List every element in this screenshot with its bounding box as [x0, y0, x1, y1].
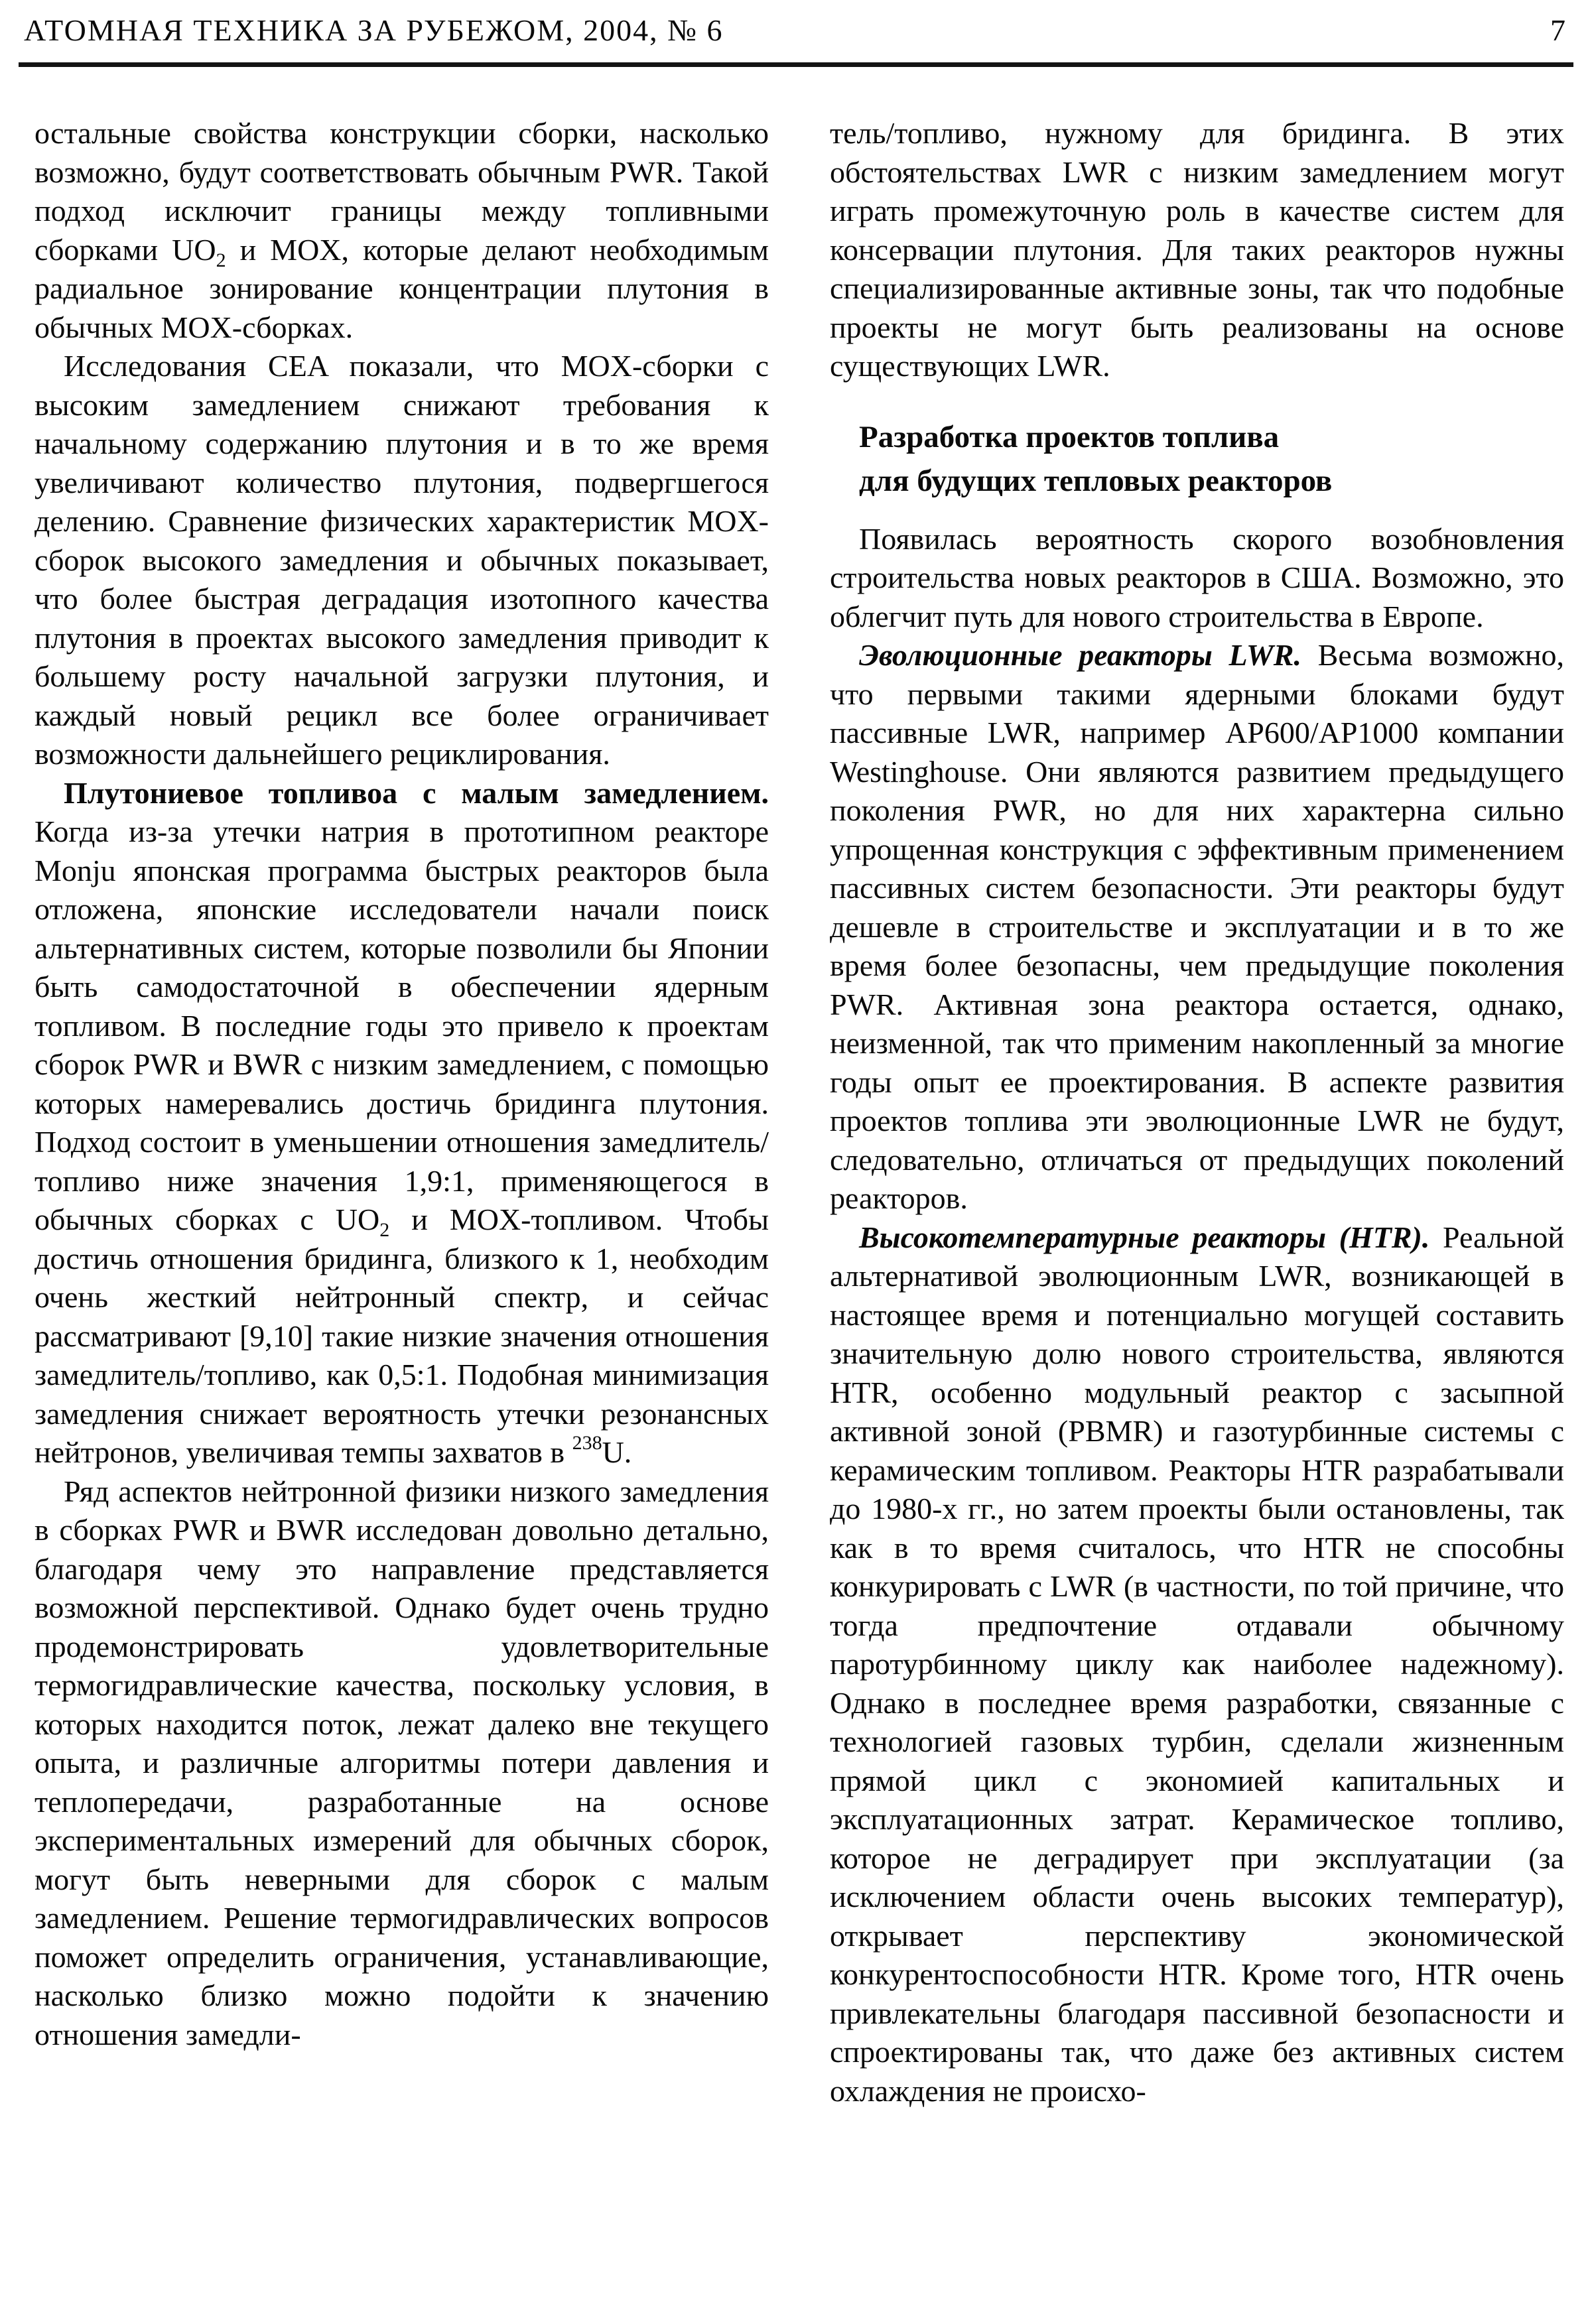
text-run: Весьма возможно, что первыми такими ядерными блоками будут пассивные LWR, например AP600/AP1000 компании Westinghouse. Они являются развитием предыдущего поколения PWR, но для них характерна сильно упрощенная конструкция с эффективным применением пассивных систем безопасности. Эти реакторы будут дешевле в строительстве и эксплуатации и в то же время более безопасны, чем предыдущие поколения PWR. Активная зона реактора остается, однако, неизменной, так что применим накопленный за многие годы опыт ее проектирования. В аспекте развития проектов топлива эти эволюционные LWR не будут, следовательно, отличаться от предыдущих поколений реакторов.: [830, 638, 1564, 1215]
header-rule: [19, 62, 1573, 67]
superscript: 238: [572, 1432, 602, 1454]
text-run: Реальной альтернативой эволюционным LWR, возникающей в настоящее время и потенциально могущей составить значительную долю нового строительства, являются HTR, особенно модульный реактор с засыпной активной зоной (PBMR) и газотурбинные системы с керамическим топливом. Реакторы HTR разрабатывали до 1980-х гг., но затем проекты были остановлены, так как в то время считалось, что HTR не способны конкурировать с LWR (в частности, по той причине, что тогда предпочтение отдавали обычному паротурбинному циклу как наиболее надежному). Однако в последнее время разработки, связанные с технологией газовых турбин, сделали жизненным прямой цикл с экономией капитальных и эксплуатационных затрат. Керамическое топливо, которое не деградирует при эксплуатации (за исключением области очень высоких температур), открывает перспективу экономической конкурентоспособности HTR. Кроме того, HTR очень привлекательны благодаря пассивной безопасности и спроектированы так, что даже без активных систем охлаждения не происхо-: [830, 1220, 1564, 2108]
paragraph: [34, 347, 769, 774]
paragraph: [830, 520, 1564, 637]
text-run: и MOX-топливом. Чтобы достичь отношения бридинга, близкого к 1, необходим очень жесткий нейтронный спектр, и сейчас рассматривают [9,10] такие низкие значения отношения замедлитель/топливо, как 0,5:1. Подобная минимизация замедления снижает вероятность утечки резонансных нейтронов, увеличивая темпы захватов в: [34, 1202, 769, 1469]
text-run: U.: [602, 1435, 632, 1469]
left-column: [34, 114, 769, 2110]
section-heading-line: Разработка проектов топлива: [859, 419, 1280, 454]
text-run: остальные свойства конструкции сборки, насколько возможно, будут соответствовать обычным PWR. Такой подход исключит границы между топливными сборками UO: [34, 116, 769, 267]
text-run: тель/топливо, нужному для бридинга. В этих обстоятельствах LWR с низким замедлением могут играть промежуточную роль в качестве систем для консервации плутония. Для таких реакторов нужны специализированные активные зоны, так что подобные проекты не могут быть реализованы на основе существующих LWR.: [830, 116, 1564, 383]
paragraph: [830, 114, 1564, 386]
paragraph: [830, 636, 1564, 1218]
paragraph: [830, 1218, 1564, 2111]
subscript: 2: [216, 249, 226, 271]
text-run: Когда из-за утечки натрия в прототипном реакторе Monju японская программа быстрых реакторов была отложена, японские исследователи начали поиск альтернативных систем, которые позволили бы Японии быть самодостаточной в обеспечении ядерным топливом. В последние годы это привело к проектам сборок PWR и BWR с низким замедлением, с помощью которых намеревались достичь бридинга плутония. Подход состоит в уменьшении отношения замедлитель/топливо ниже значения 1,9:1, применяющегося в обычных сборках с UO: [34, 814, 769, 1236]
subscript: 2: [379, 1219, 390, 1241]
text-run: Исследования CEA показали, что MOX-сборки с высоким замедлением снижают требования к начальному содержанию плутония и в то же время увеличивают количество плутония, подвергшегося делению. Сравнение физических характеристик MOX-сборок высокого замедления и обычных показывает, что более быстрая деградация изотопного качества плутония в проектах высокого замедления приводит к большему росту начальной загрузки плутония, и каждый новый рецикл все более ограничивает возможности дальнейшего рециклирования.: [34, 349, 769, 771]
paragraph: [34, 774, 769, 1472]
text-run: Появилась вероятность скорого возобновления строительства новых реакторов в США. Возможно, это облегчит путь для нового строительства в Европе.: [830, 521, 1564, 633]
section-heading-line: для будущих тепловых реакторов: [859, 463, 1333, 498]
paragraph: [34, 1472, 769, 2055]
paragraph-lead: Высокотемпературные реакторы (HTR).: [859, 1220, 1430, 1254]
section-heading: [859, 415, 1564, 503]
journal-title: АТОМНАЯ ТЕХНИКА ЗА РУБЕЖОМ, 2004, № 6: [24, 13, 724, 47]
article-body: [34, 114, 1564, 2110]
paragraph-lead: Эволюционные реакторы LWR.: [859, 638, 1301, 672]
paragraph: [34, 114, 769, 347]
text-run: и MOX, которые делают необходимым радиальное зонирование концентрации плутония в обычных MOX-сборках.: [34, 232, 769, 344]
paragraph-lead: Плутониевое топливоа с малым замедлением.: [64, 775, 769, 810]
page-number: 7: [1550, 13, 1565, 47]
right-column: [830, 114, 1564, 2110]
page-header: [24, 12, 1565, 49]
text-run: Ряд аспектов нейтронной физики низкого замедления в сборках PWR и BWR исследован довольно детально, благодаря чему это направление представляется возможной перспективой. Однако будет очень трудно продемонстрировать удовлетворительные термогидравлические качества, поскольку условия, в которых находится поток, лежат далеко вне текущего опыта, и различные алгоритмы потери давления и теплопередачи, разработанные на основе экспериментальных измерений для обычных сборок, могут быть неверными для сборок с малым замедлением. Решение термогидравлических вопросов поможет определить ограничения, устанавливающие, насколько близко можно подойти к значению отношения замедли-: [34, 1474, 769, 2051]
